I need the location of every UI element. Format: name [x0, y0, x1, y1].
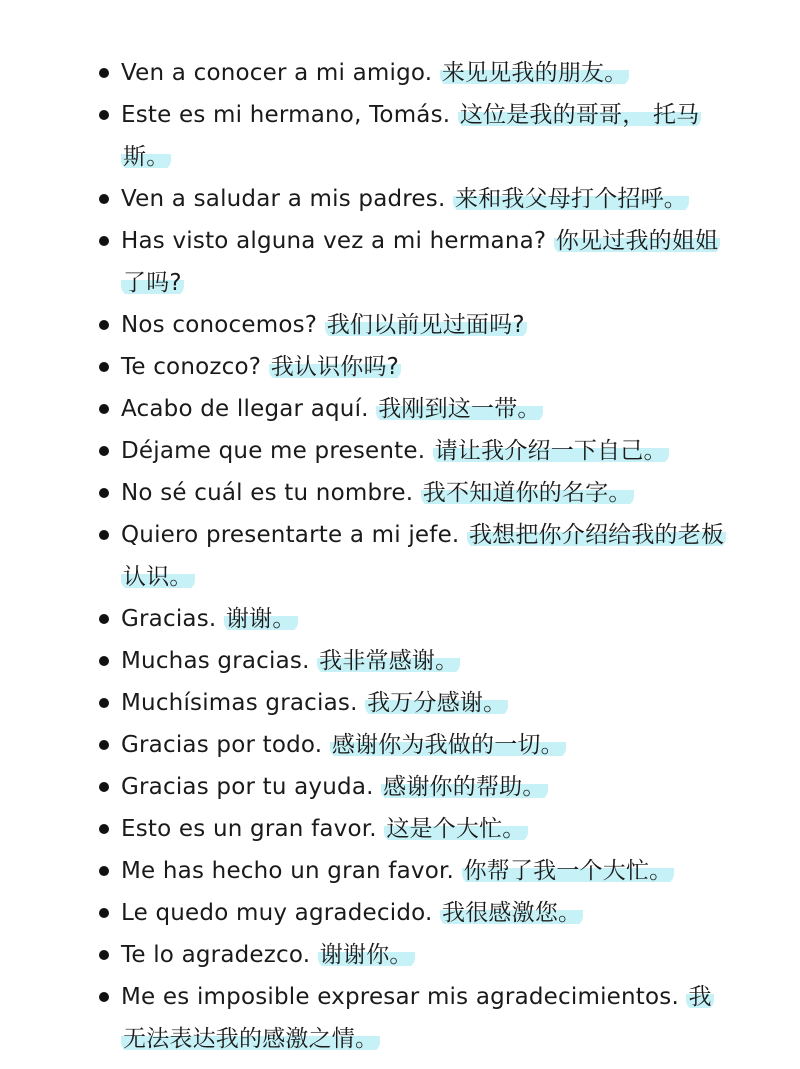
chinese-translation: 我很感激您。 — [442, 900, 582, 926]
chinese-translation: 感谢你的帮助。 — [383, 774, 546, 800]
bullet-icon — [99, 236, 109, 246]
list-item — [0, 472, 800, 514]
bullet-icon — [99, 614, 109, 624]
spanish-phrase: Le quedo muy agradecido. — [121, 900, 433, 926]
spanish-phrase: Quiero presentarte a mi jefe. — [121, 522, 460, 548]
chinese-translation: 我想把你介绍给我的老板认识。 — [123, 522, 725, 590]
spanish-phrase: Ven a conocer a mi amigo. — [121, 60, 433, 86]
spanish-phrase: Nos conocemos? — [121, 312, 318, 338]
list-item — [0, 808, 800, 850]
chinese-translation: 你帮了我一个大忙。 — [463, 858, 673, 884]
spanish-phrase: Muchas gracias. — [121, 648, 310, 674]
spanish-phrase: Déjame que me presente. — [121, 438, 426, 464]
list-item — [0, 346, 800, 388]
list-item — [0, 724, 800, 766]
bullet-icon — [99, 698, 109, 708]
spanish-phrase: Te lo agradezco. — [121, 942, 311, 968]
chinese-translation: 谢谢你。 — [319, 942, 413, 968]
bullet-icon — [99, 950, 109, 960]
list-item — [0, 850, 800, 892]
bullet-icon — [99, 992, 109, 1002]
chinese-translation: 请让我介绍一下自己。 — [434, 438, 667, 464]
chinese-translation: 感谢你为我做的一切。 — [331, 732, 564, 758]
chinese-translation: 我万分感谢。 — [367, 690, 507, 716]
chinese-translation: 来和我父母打个招呼。 — [455, 186, 687, 212]
bullet-icon — [99, 866, 109, 876]
list-item — [0, 52, 800, 94]
bullet-icon — [99, 320, 109, 330]
list-item — [0, 430, 800, 472]
chinese-translation: 我非常感谢。 — [319, 648, 459, 674]
list-item — [0, 934, 800, 976]
spanish-phrase: Me has hecho un gran favor. — [121, 858, 455, 884]
bullet-icon — [99, 110, 109, 120]
spanish-phrase: No sé cuál es tu nombre. — [121, 480, 414, 506]
bullet-icon — [99, 908, 109, 918]
spanish-phrase: Has visto alguna vez a mi hermana? — [121, 228, 547, 254]
phrase-list — [0, 52, 800, 1060]
list-item — [0, 388, 800, 430]
spanish-phrase: Gracias. — [121, 606, 217, 632]
bullet-icon — [99, 362, 109, 372]
bullet-icon — [99, 68, 109, 78]
spanish-phrase: Acabo de llegar aquí. — [121, 396, 369, 422]
chinese-translation: 来见见我的朋友。 — [441, 60, 628, 86]
bullet-icon — [99, 740, 109, 750]
spanish-phrase: Muchísimas gracias. — [121, 690, 358, 716]
chinese-translation: 我认识你吗? — [270, 354, 400, 380]
spanish-phrase: Este es mi hermano, Tomás. — [121, 102, 451, 128]
list-item — [0, 304, 800, 346]
spanish-phrase: Me es imposible expresar mis agradecimientos. — [121, 984, 679, 1010]
chinese-translation: 这位是我的哥哥， 托马斯。 — [123, 102, 700, 170]
spanish-phrase: Gracias por tu ayuda. — [121, 774, 374, 800]
bullet-icon — [99, 656, 109, 666]
bullet-icon — [99, 446, 109, 456]
bullet-icon — [99, 488, 109, 498]
list-item — [0, 514, 800, 598]
list-item — [0, 94, 800, 178]
chinese-translation: 谢谢。 — [225, 606, 296, 632]
spanish-phrase: Ven a saludar a mis padres. — [121, 186, 446, 212]
list-item — [0, 766, 800, 808]
list-item — [0, 682, 800, 724]
bullet-icon — [99, 824, 109, 834]
bullet-icon — [99, 194, 109, 204]
list-item — [0, 178, 800, 220]
chinese-translation: 这是个大忙。 — [386, 816, 526, 842]
list-item — [0, 220, 800, 304]
spanish-phrase: Gracias por todo. — [121, 732, 323, 758]
list-item — [0, 598, 800, 640]
chinese-translation: 你见过我的姐姐了吗? — [123, 228, 719, 296]
bullet-icon — [99, 530, 109, 540]
bullet-icon — [99, 782, 109, 792]
chinese-translation: 我无法表达我的感激之情。 — [123, 984, 712, 1052]
list-item — [0, 892, 800, 934]
bullet-icon — [99, 404, 109, 414]
chinese-translation: 我刚到这一带。 — [378, 396, 541, 422]
list-item — [0, 976, 800, 1060]
chinese-translation: 我不知道你的名字。 — [422, 480, 632, 506]
spanish-phrase: Esto es un gran favor. — [121, 816, 377, 842]
list-item — [0, 640, 800, 682]
spanish-phrase: Te conozco? — [121, 354, 262, 380]
chinese-translation: 我们以前见过面吗? — [326, 312, 525, 338]
